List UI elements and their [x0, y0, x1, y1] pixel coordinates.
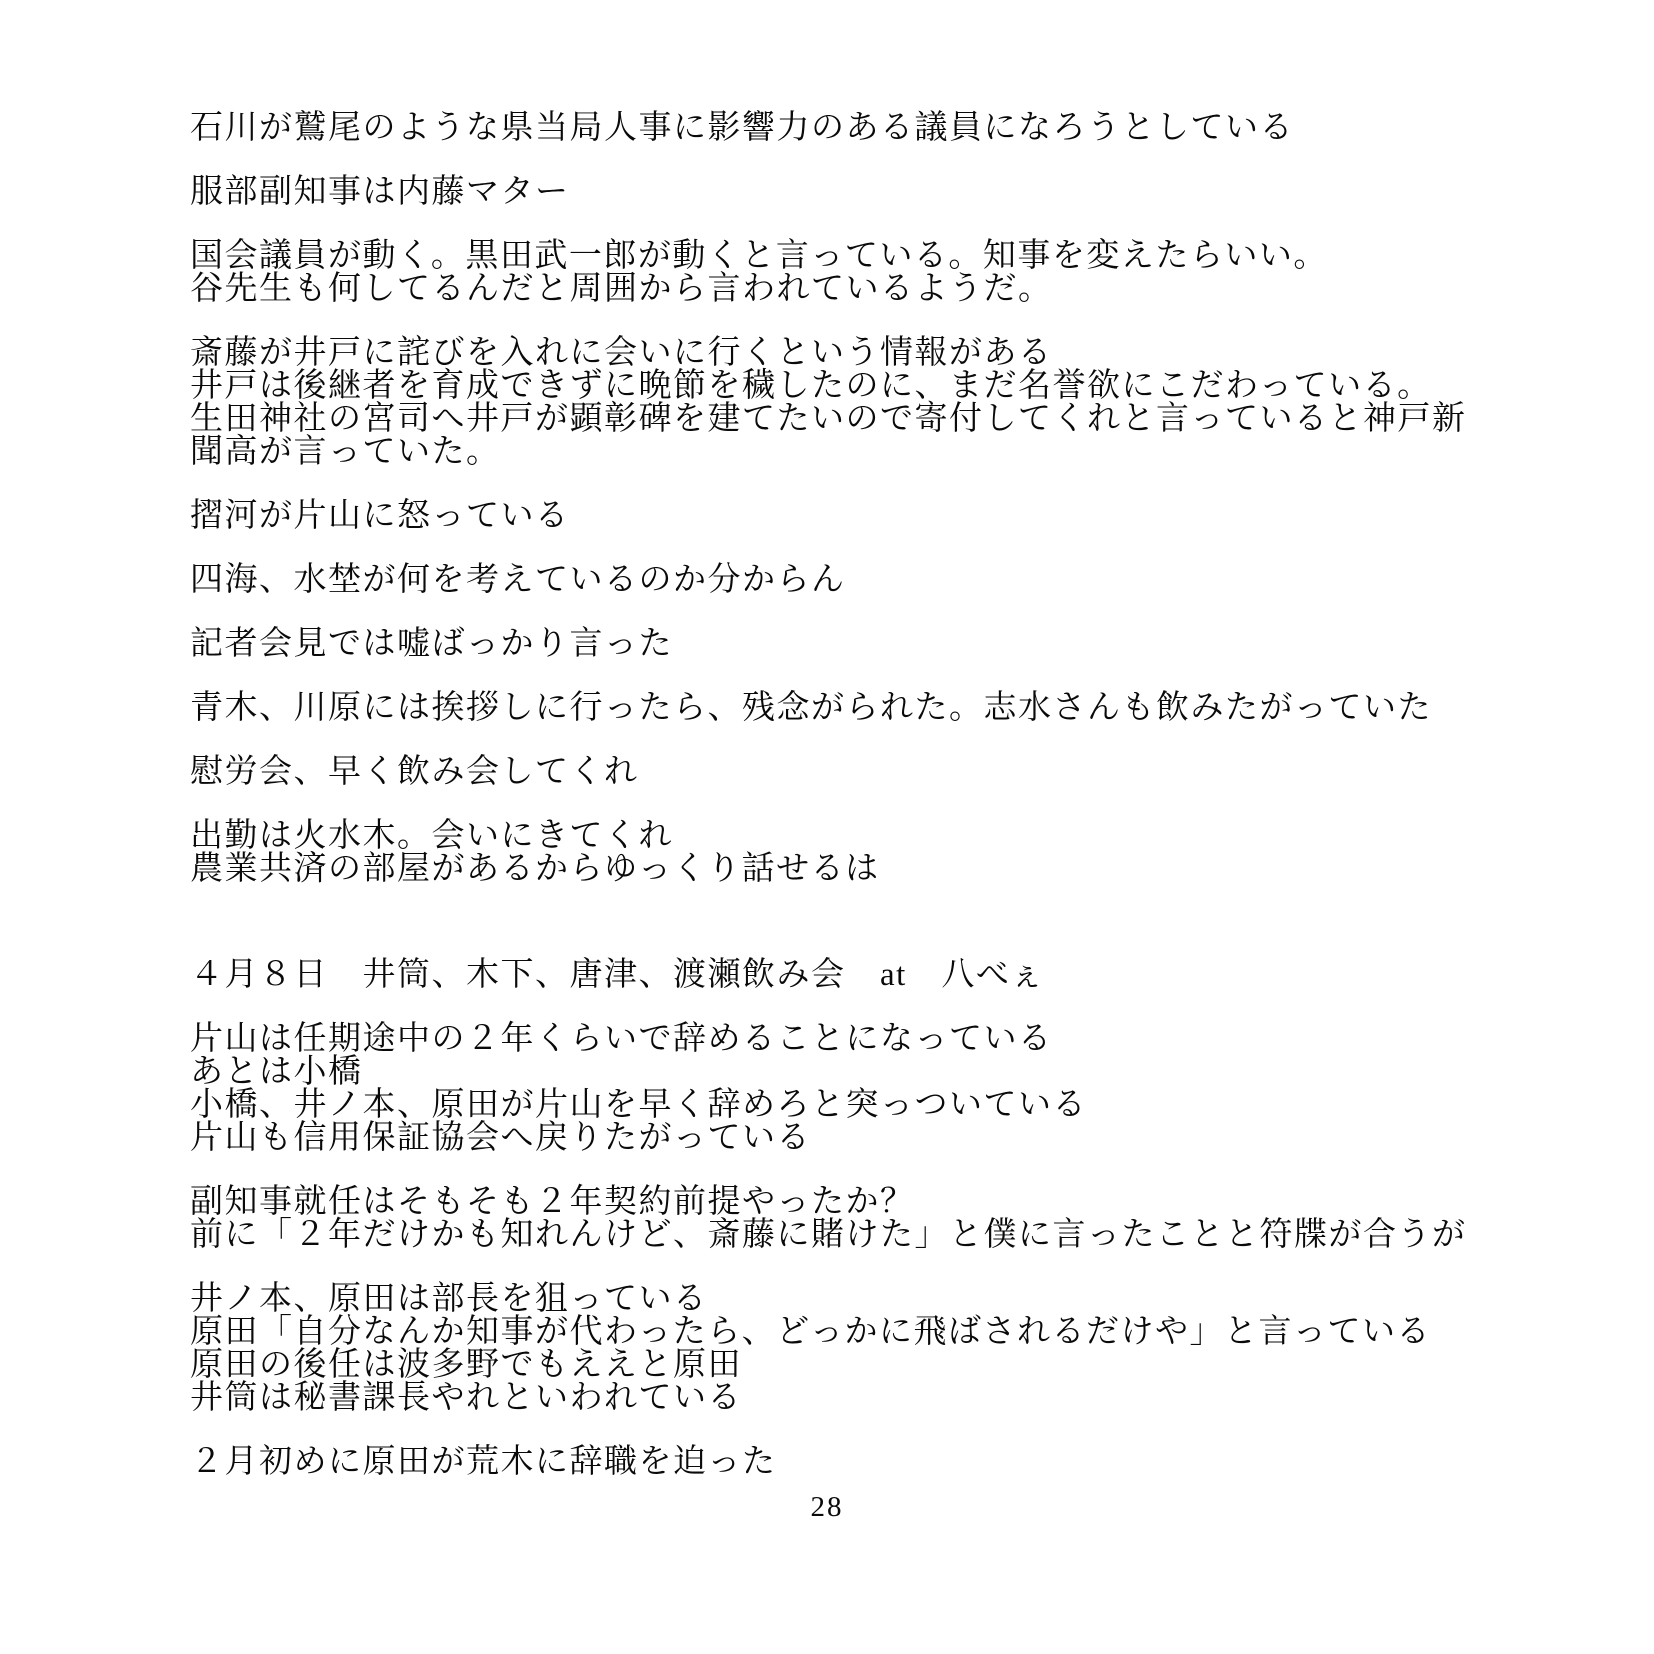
text-line: 四海、水埜が何を考えているのか分からん: [190, 562, 846, 598]
text-line: 小橋、井ノ本、原田が片山を早く辞めろと突っついている: [190, 1087, 1087, 1123]
text-line: ４月８日 井筒、木下、唐津、渡瀬飲み会 at 八べぇ: [190, 957, 1045, 993]
text-line: 片山は任期途中の２年くらいで辞めることになっている: [190, 1021, 1053, 1057]
paragraph: [190, 1186, 1520, 1252]
paragraph: [190, 628, 1520, 661]
text-line: 青木、川原には挨拶しに行ったら、残念がられた。志水さんも飲みたがっていた: [190, 690, 1432, 726]
text-line: 原田の後任は波多野でもええと原田: [190, 1347, 742, 1383]
document-body: [190, 112, 1520, 1479]
text-line: ２月初めに原田が荒木に辞職を迫った: [190, 1444, 777, 1480]
page-number: 28: [810, 1491, 844, 1523]
paragraph: [190, 820, 1520, 886]
text-line: 井戸は後継者を育成できずに晩節を穢したのに、まだ名誉欲にこだわっている。: [190, 368, 1432, 404]
paragraph: [190, 1023, 1520, 1155]
paragraph: [190, 564, 1520, 597]
paragraph: [190, 500, 1520, 533]
text-line: 服部副知事は内藤マター: [190, 174, 570, 210]
text-line: 記者会見では嘘ばっかり言った: [190, 626, 673, 662]
text-line: 片山も信用保証協会へ戻りたがっている: [190, 1120, 811, 1156]
text-line: 農業共済の部屋があるからゆっくり話せるは: [190, 851, 880, 887]
text-line: 生田神社の宮司へ井戸が顕彰碑を建てたいので寄付してくれと言っていると神戸新: [190, 401, 1467, 437]
text-line: 谷先生も何してるんだと周囲から言われているようだ。: [190, 271, 1053, 307]
paragraph: [190, 756, 1520, 789]
paragraph: [190, 959, 1520, 992]
text-line: 慰労会、早く飲み会してくれ: [190, 754, 639, 790]
paragraph: [190, 692, 1520, 725]
paragraph: [190, 112, 1520, 145]
text-line: 副知事就任はそもそも２年契約前提やったか？: [190, 1184, 915, 1220]
text-line: 原田「自分なんか知事が代わったら、どっかに飛ばされるだけや」と言っている: [190, 1314, 1432, 1350]
text-line: 前に「２年だけかも知れんけど、斎藤に賭けた」と僕に言ったことと符牒が合うが: [190, 1217, 1467, 1253]
text-line: 聞高が言っていた。: [190, 434, 501, 470]
text-line: 井ノ本、原田は部長を狙っている: [190, 1281, 708, 1317]
paragraph: [190, 337, 1520, 469]
text-line: 斎藤が井戸に詫びを入れに会いに行くという情報がある: [190, 335, 1053, 371]
paragraph: [190, 176, 1520, 209]
text-line: あとは小橋: [190, 1054, 363, 1090]
paragraph: [190, 1283, 1520, 1415]
text-line: 摺河が片山に怒っている: [190, 498, 570, 534]
text-line: 井筒は秘書課長やれといわれている: [190, 1380, 742, 1416]
text-line: 国会議員が動く。黒田武一郎が動くと言っている。知事を変えたらいい。: [190, 238, 1328, 274]
text-line: 出勤は火水木。会いにきてくれ: [190, 818, 673, 854]
paragraph: [190, 240, 1520, 306]
paragraph: [190, 1446, 1520, 1479]
text-line: 石川が鷲尾のような県当局人事に影響力のある議員になろうとしている: [190, 110, 1294, 146]
